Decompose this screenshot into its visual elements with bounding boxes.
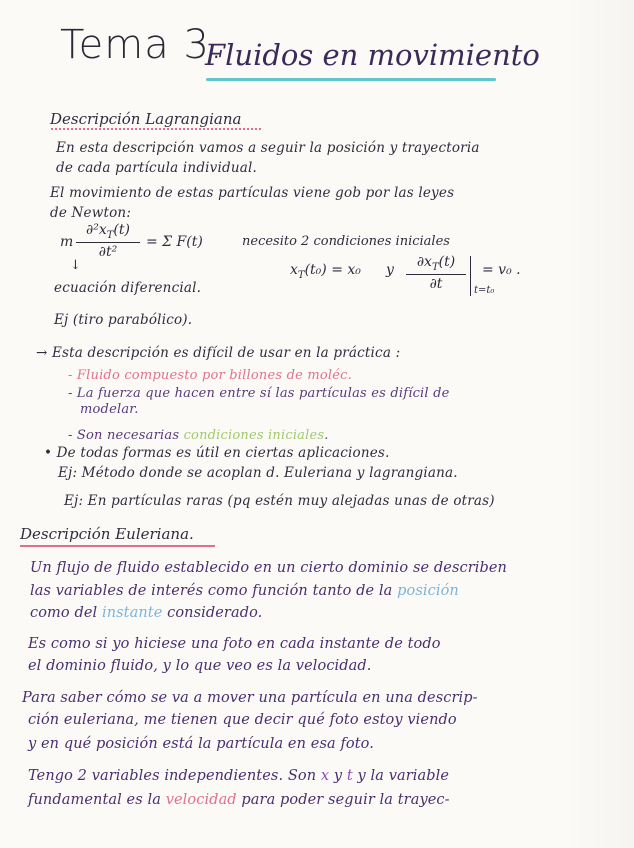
text-line: y en qué posición está la partícula en esa foto. [28,736,374,752]
text-line: • De todas formas es útil en ciertas aplicaciones. [44,445,390,461]
bullet-item-cont: modelar. [80,402,139,417]
text-line: Para saber cómo se va a mover una partícula en una descrip- [22,690,478,706]
equation-denominator: ∂t² [98,243,118,260]
text-line: de cada partícula individual. [56,160,258,176]
equation-rhs: = Σ F(t) [146,234,203,250]
text-line: Ej (tiro parabólico). [54,312,193,328]
text-line: fundamental es la velocidad para poder seguir la trayec- [28,792,450,808]
highlight-text: instante [101,605,163,621]
evaluation-point: t=t₀ [474,285,495,296]
text-line: El movimiento de estas partículas viene gob por las leyes [50,185,455,201]
equation-numerator: $\partial^2x_T(t)$ [86,222,130,241]
text-line: Un flujo de fluido establecido en un cierto dominio se describen [30,560,507,576]
variable-t: t [346,768,353,784]
equation-mass: m [60,234,74,250]
bullet-item: - Fluido compuesto por billones de moléc. [68,368,352,383]
text-line: el dominio fluido, y lo que veo es la velocidad. [28,658,372,674]
page-shadow [564,0,634,848]
text-line: ecuación diferencial. [54,280,202,296]
down-arrow: ↓ [70,258,81,273]
page-title: Tema 3. [60,22,224,68]
text-line: de Newton: [50,205,132,221]
condition-and: y [386,262,394,278]
section-heading-euler: Descripción Euleriana. [20,525,194,543]
condition-velocity-value: = v₀ . [482,262,521,278]
page-subtitle: Fluidos en movimiento [205,38,540,72]
text-line: → Esta descripción es difícil de usar en la práctica : [36,345,401,361]
variable-x: x [320,768,330,784]
text-line: En esta descripción vamos a seguir la posición y trayectoria [56,140,480,156]
evaluation-bar [470,256,471,296]
heading-underline [51,128,261,130]
text-line: Es como si yo hiciese una foto en cada instante de todo [28,636,441,652]
heading-underline [20,545,215,547]
text-line: ción euleriana, me tienen que decir qué foto estoy viendo [28,712,457,728]
highlight-text: velocidad [165,792,237,808]
text-line: como del instante considerado. [30,605,263,621]
condition-position: $x_T(t_0) = x_0$ [290,262,361,281]
highlight-text: condiciones iniciales [183,428,325,443]
bullet-item: - Son necesarias condiciones iniciales. [68,428,329,443]
equation-note: necesito 2 condiciones iniciales [242,234,450,249]
bullet-item: - La fuerza que hacen entre sí las partículas es difícil de [68,386,450,401]
equation-fraction [76,222,140,260]
text-line: Ej: Método donde se acoplan d. Euleriana y lagrangiana. [58,465,458,481]
condition-velocity-fraction: $\partial x_T(t)$ ∂t [406,254,466,292]
text-line: Tengo 2 variables independientes. Son x y t y la variable [28,768,450,784]
text-line: las variables de interés como función tanto de la posición [30,583,459,599]
highlight-text: posición [397,583,459,599]
text-line: Ej: En partículas raras (pq estén muy alejadas unas de otras) [64,493,495,509]
title-underline [206,78,496,81]
section-heading-lagrange: Descripción Lagrangiana [50,110,242,128]
